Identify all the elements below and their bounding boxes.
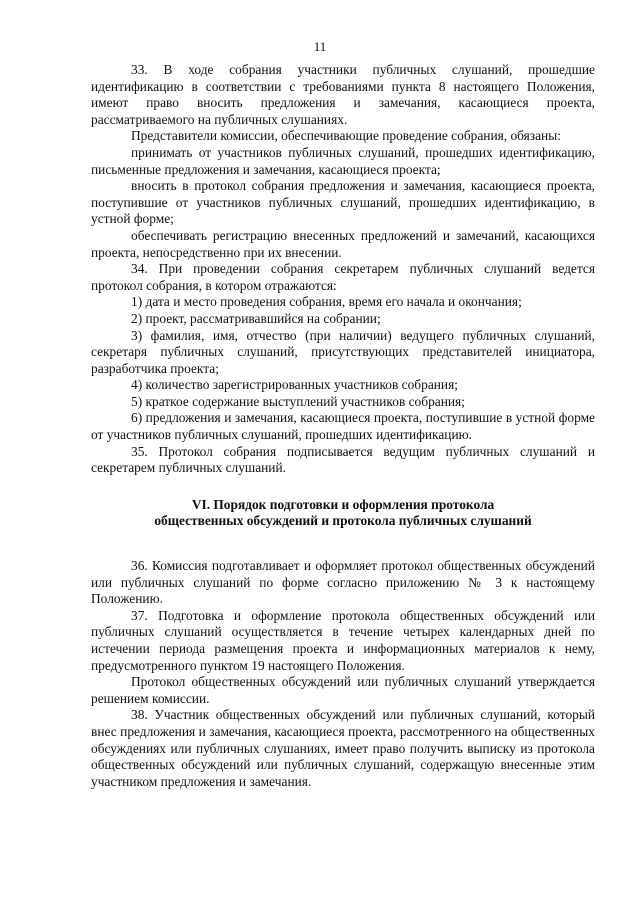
page-content	[91, 62, 595, 790]
paragraph-protocol-approval: Протокол общественных обсуждений или публичных слушаний утверждается решением комиссии.	[91, 674, 595, 706]
paragraph-38: 38. Участник общественных обсуждений или публичных слушаний, который внес предложения и замечания, касающиеся проекта, рассмотренного на общественных обсуждениях или публичных слушаниях, имеет право получить выписку из протокола общественных обсуждений или публичных слушаний, содержащую внесенные этим участником предложения и замечания.	[91, 707, 595, 789]
list-item-1: 1) дата и место проведения собрания, время его начала и окончания;	[131, 294, 522, 310]
paragraph-34: 34. При проведении собрания секретарем публичных слушаний ведется протокол собрания, в котором отражаются:	[91, 261, 595, 293]
list-item-4: 4) количество зарегистрированных участников собрания;	[131, 377, 458, 393]
paragraph-36: 36. Комиссия подготавливает и оформляет протокол общественных обсуждений или публичных слушаний по форме согласно приложению № 3 к настоящему Положению.	[91, 558, 595, 607]
paragraph-commission-duties: Представители комиссии, обеспечивающие проведение собрания, обязаны:	[131, 128, 561, 144]
section-heading-line-2: общественных обсуждений и протокола публичных слушаний	[154, 513, 532, 529]
paragraph-duty-register: обеспечивать регистрацию внесенных предложений и замечаний, касающихся проекта, непосредственно при их внесении.	[91, 227, 595, 260]
section-gap	[91, 530, 595, 558]
paragraph-duty-accept: принимать от участников публичных слушаний, прошедших идентификацию, письменные предложения и замечания, касающиеся проекта;	[91, 144, 595, 177]
list-item-3: 3) фамилия, имя, отчество (при наличии) ведущего публичных слушаний, секретаря публичных слушаний, присутствующих представителей инициатора, разработчика проекта;	[91, 327, 595, 376]
list-item-6: 6) предложения и замечания, касающиеся проекта, поступившие в устной форме от участников публичных слушаний, прошедших идентификацию.	[91, 410, 595, 443]
paragraph-33: 33. В ходе собрания участники публичных слушаний, прошедшие идентификацию в соответствии с требованиями пункта 8 настоящего Положения, имеют право вносить предложения и замечания, касающиеся проекта, рассматриваемого на публичных слушаниях.	[91, 62, 595, 127]
list-item-5: 5) краткое содержание выступлений участников собрания;	[131, 393, 465, 409]
page-number: 11	[313, 39, 327, 54]
section-heading	[91, 497, 595, 530]
list-item-2: 2) проект, рассматривавшийся на собрании;	[131, 310, 381, 326]
paragraph-35: 35. Протокол собрания подписывается ведущим публичных слушаний и секретарем публичных слушаний.	[91, 443, 595, 476]
paragraph-37: 37. Подготовка и оформление протокола общественных обсуждений или публичных слушаний осуществляется в течение четырех календарных дней по истечении периода размещения проекта и информационных материалов к нему, предусмотренного пунктом 19 настоящего Положения.	[91, 607, 595, 673]
section-heading-line-1: VI. Порядок подготовки и оформления протокола	[191, 496, 495, 512]
paragraph-duty-record: вносить в протокол собрания предложения и замечания, касающиеся проекта, поступившие от участников публичных слушаний, прошедших идентификацию, в устной форме;	[91, 178, 595, 227]
